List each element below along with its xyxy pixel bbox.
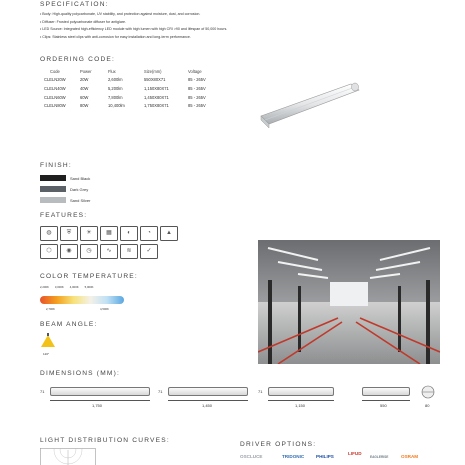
cell-power: 60W: [80, 94, 89, 100]
cell-code: CLELN20W: [44, 77, 66, 83]
pf-icon: ∿: [100, 244, 118, 259]
temperature-icon: ◐: [120, 226, 138, 241]
cell-size: 1,750X80X71: [144, 103, 169, 109]
dimensions-heading: DIMENSIONS (MM):: [40, 370, 121, 377]
finish-item: [40, 185, 88, 193]
light-distribution-heading: LIGHT DISTRIBUTION CURVES:: [40, 437, 170, 444]
brand-osluce: OSCLUCE: [240, 454, 263, 459]
cri-icon: ◉: [60, 244, 78, 259]
cell-flux: 5,200lm: [108, 85, 123, 91]
shield-icon: ⛨: [60, 226, 78, 241]
cct-label: 5,000K: [84, 285, 94, 289]
specification-list: [40, 11, 227, 41]
cell-flux: 7,800lm: [108, 94, 123, 100]
cell-voltage: 85 - 265V: [188, 85, 206, 91]
cell-power: 20W: [80, 77, 89, 83]
cell-power: 40W: [80, 85, 89, 91]
cct-bottom-label: 4,500K: [100, 307, 109, 311]
dimension-line: [168, 400, 248, 401]
flicker-icon: ◔: [140, 226, 158, 241]
end-view-icon: [421, 385, 435, 399]
dimension-line: [50, 400, 150, 401]
cell-code: CLELN60W: [44, 94, 66, 100]
table-row: [40, 84, 228, 93]
beam-angle-value: 120°: [43, 352, 50, 356]
cct-label: 2,200K: [40, 285, 49, 289]
features-heading: FEATURES:: [40, 212, 88, 219]
fixture-1750: [50, 387, 150, 396]
lamp-icon: ▲: [160, 226, 178, 241]
ik-rating-icon: ⬡: [40, 244, 58, 259]
beam-angle-heading: BEAM ANGLE:: [40, 321, 98, 328]
chip-icon: ▦: [100, 226, 118, 241]
cell-code: CLELN40W: [44, 85, 66, 91]
cct-label: 3,000K: [54, 285, 64, 289]
cell-voltage: 85 - 265V: [188, 103, 206, 109]
finish-swatch: [40, 186, 66, 192]
product-fixture-image: [255, 76, 365, 132]
ip-rating-icon: ◍: [40, 226, 58, 241]
dimension-line: [268, 400, 334, 401]
col-power: Power: [80, 68, 92, 74]
cell-voltage: 85 - 265V: [188, 94, 206, 100]
warranty-icon: ✓: [140, 244, 158, 259]
thd-icon: ≋: [120, 244, 138, 259]
spec-led-source: • LED Source: Integrated high-efficiency LED module with high lumen with high CRI >90 and lifespan of 50,000 hours.: [40, 27, 228, 32]
end-width: 80: [425, 403, 430, 408]
cell-power: 80W: [80, 103, 89, 109]
finish-heading: FINISH:: [40, 162, 72, 169]
cell-code: CLELN80W: [44, 103, 66, 109]
sun-icon: ☀: [80, 226, 98, 241]
length-1450: 1,450: [202, 403, 213, 408]
driver-options-heading: DRIVER OPTIONS:: [240, 441, 317, 448]
fixture-1150: [268, 387, 334, 396]
height-label: 71: [258, 389, 263, 394]
lifespan-icon: ◷: [80, 244, 98, 259]
length-550: 550: [380, 403, 387, 408]
cell-size: 1,450X80X71: [144, 94, 169, 100]
height-label: 71: [40, 389, 45, 394]
color-temperature-gradient: [40, 296, 124, 304]
cct-label: 4,000K: [69, 285, 79, 289]
height-label: 71: [158, 389, 163, 394]
col-flux: Flux: [108, 68, 116, 74]
brand-osram: OSRAM: [401, 454, 419, 459]
table-row: [40, 76, 228, 85]
beam-angle-icon: [40, 333, 56, 353]
finish-swatch: [40, 175, 66, 181]
ordering-header-row: [40, 67, 228, 76]
col-size: Size(mm): [144, 68, 162, 74]
cct-top-labels: [40, 285, 110, 289]
brand-philips: PHILIPS: [316, 454, 334, 459]
brand-tridonic: TRIDONIC: [282, 454, 305, 459]
brand-eaglerise: EAGLERISE: [370, 455, 389, 459]
finish-item: [40, 196, 90, 204]
cct-bottom-label: 2,700K: [46, 307, 55, 311]
brand-lifud: LIFUD: [348, 451, 362, 456]
spec-clips: • Clips: Stainless steel clips with anti-corrosion for easy installation and long-term performance.: [40, 34, 191, 39]
dimension-line: [362, 400, 410, 401]
spec-diffuser: • Diffuser: Frosted polycarbonate diffuser for antiglare.: [40, 19, 127, 24]
ordering-table: [40, 67, 228, 110]
specification-heading: SPECIFICATION:: [40, 1, 109, 8]
table-row: [40, 93, 228, 102]
cell-voltage: 85 - 265V: [188, 77, 206, 83]
color-temperature-heading: COLOR TEMPERATURE:: [40, 273, 138, 280]
cell-flux: 10,400lm: [108, 103, 125, 109]
finish-item: [40, 174, 90, 182]
cell-size: 1,150X80X71: [144, 85, 169, 91]
length-1750: 1,750: [92, 403, 103, 408]
table-row: [40, 101, 228, 110]
fixture-1450: [168, 387, 248, 396]
length-1150: 1,150: [295, 403, 306, 408]
finish-label: Sand Black: [70, 175, 91, 181]
spec-body: • Body: High-quality polycarbonate, UV stability, and protection against moisture, dust, and corrosion.: [40, 12, 201, 16]
light-distribution-curve: [40, 448, 96, 465]
finish-label: Sand Silver: [70, 197, 91, 203]
finish-swatch: [40, 197, 66, 203]
fixture-550: [362, 387, 410, 396]
cell-flux: 2,600lm: [108, 77, 123, 83]
col-code: Code: [50, 68, 60, 74]
finish-label: Dark Grey: [70, 186, 89, 192]
warehouse-photo: [258, 240, 440, 364]
cell-size: 550X80X71: [144, 77, 166, 83]
ordering-heading: ORDERING CODE:: [40, 56, 116, 63]
col-voltage: Voltage: [188, 68, 202, 74]
